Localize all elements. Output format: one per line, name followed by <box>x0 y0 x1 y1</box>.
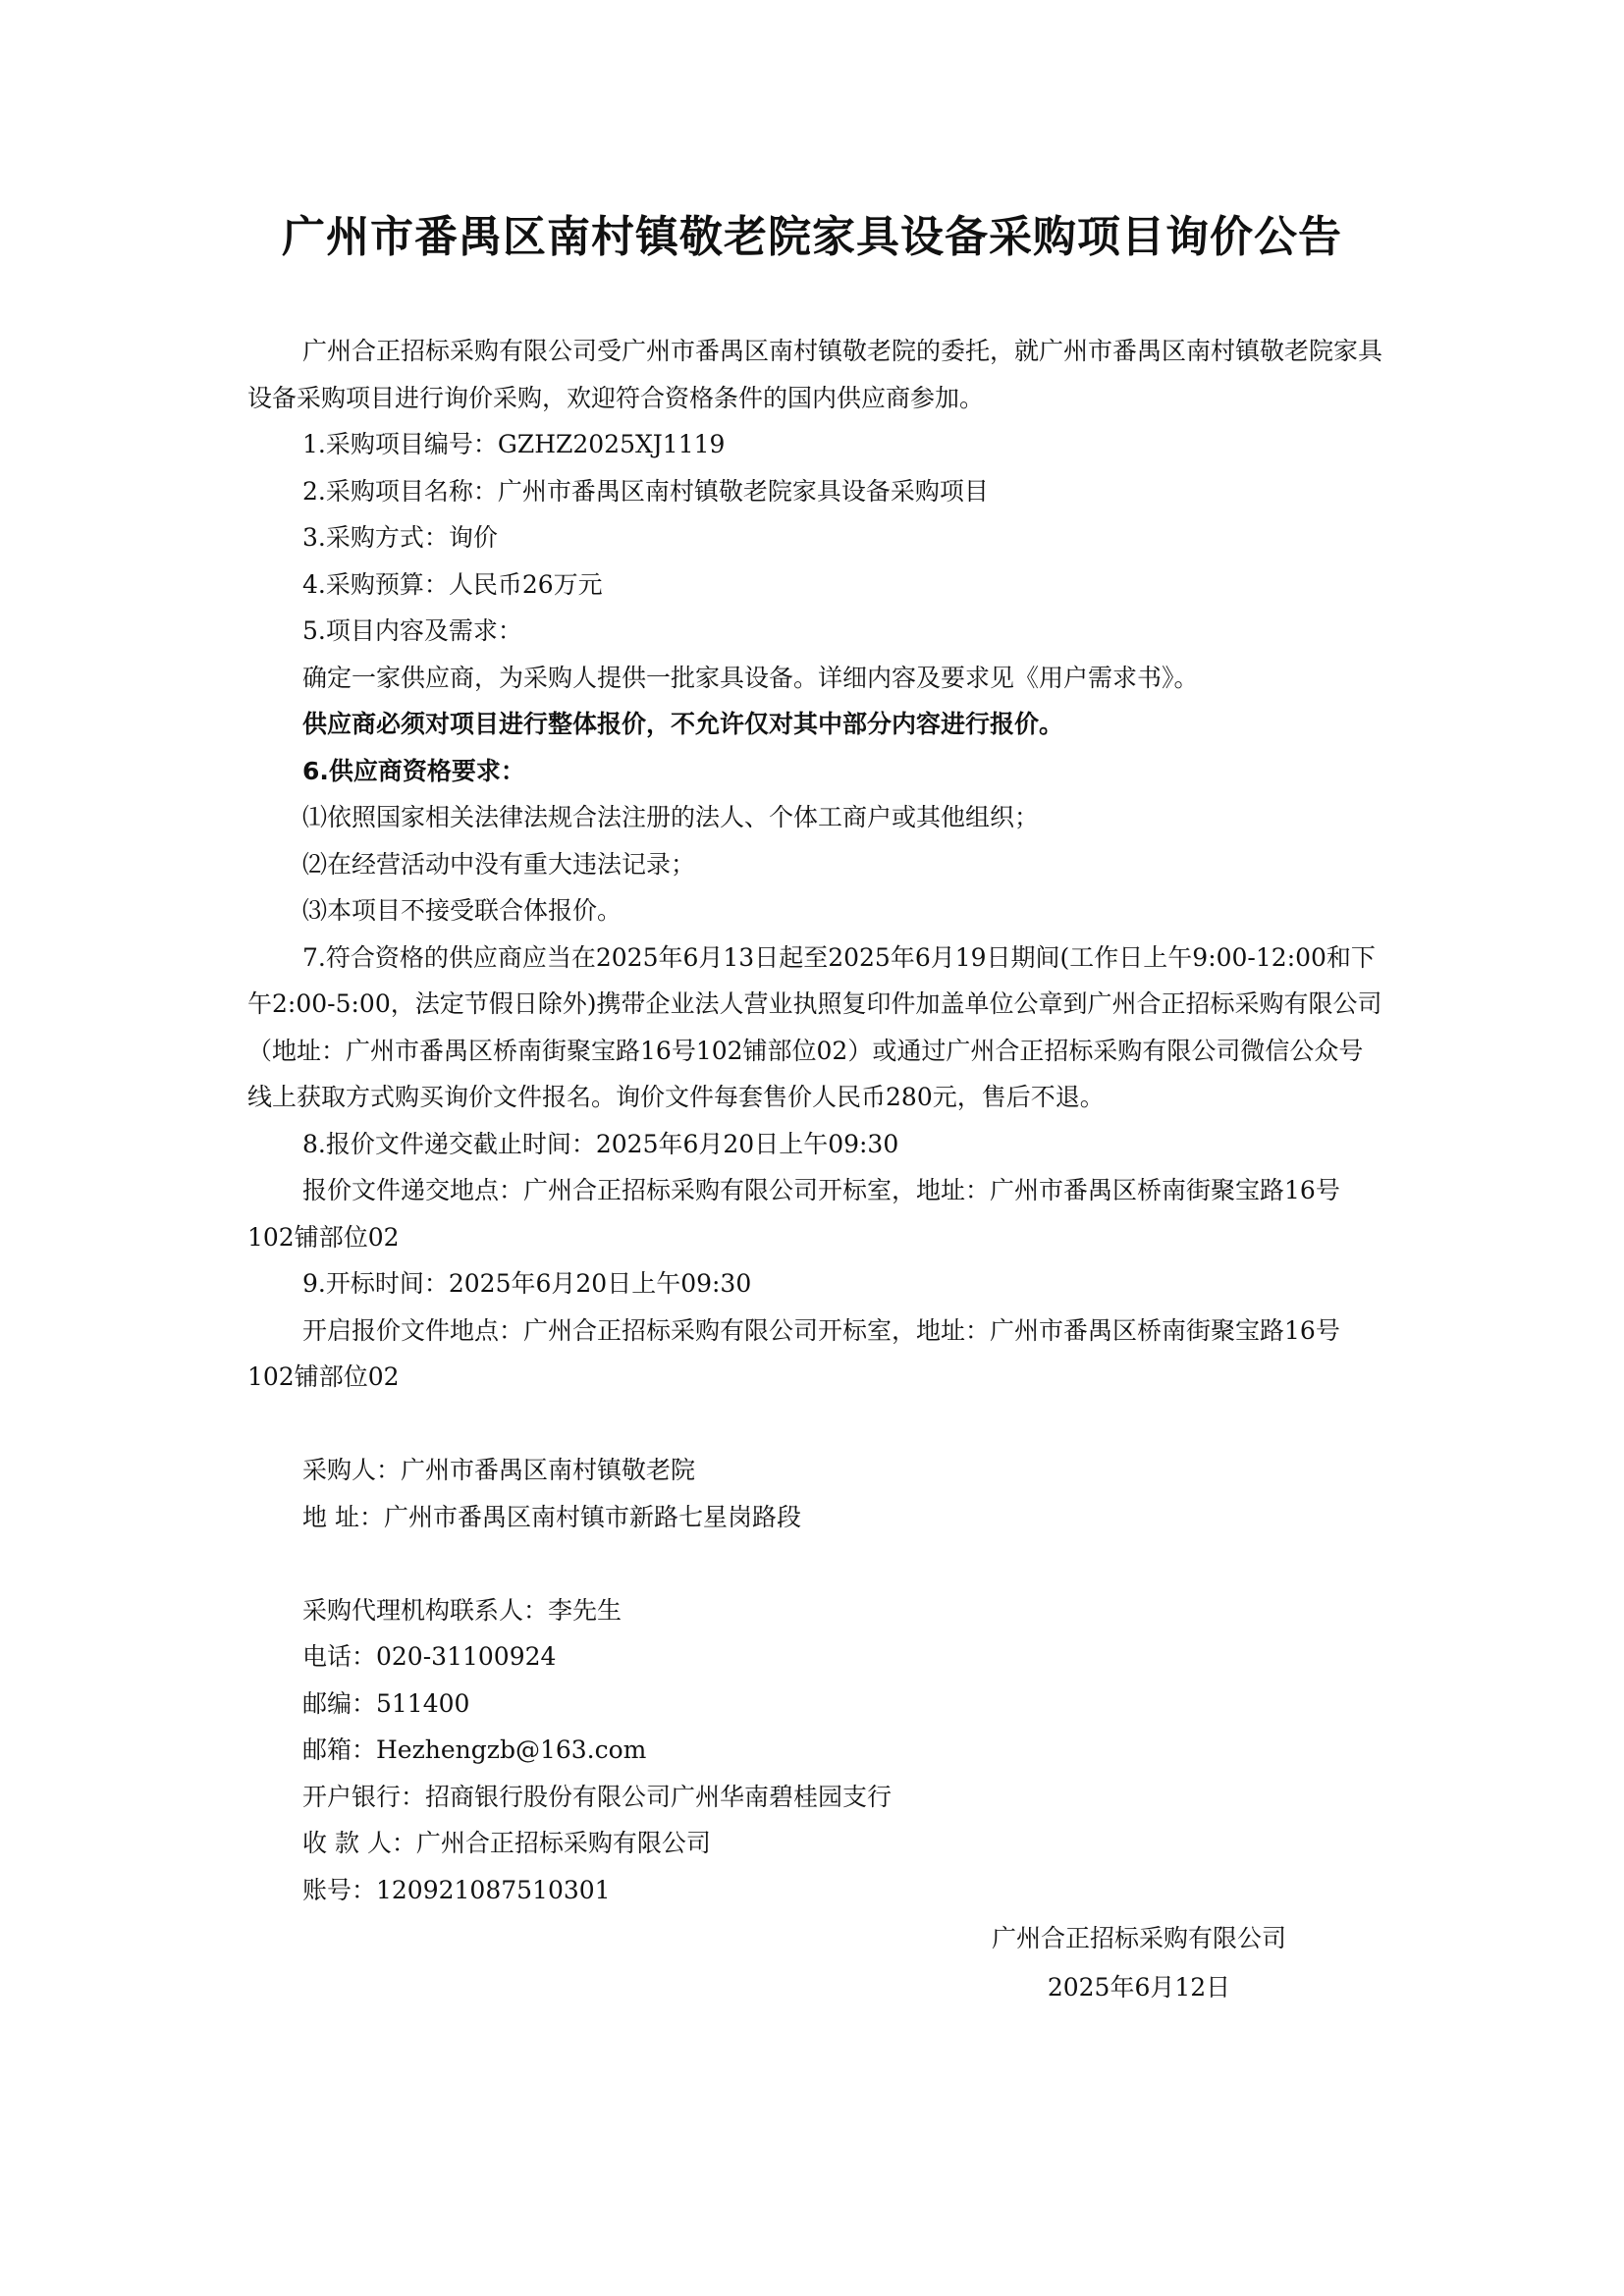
item-qualification-1: ⑴依照国家相关法律法规合法注册的法人、个体工商户或其他组织； <box>302 803 1040 831</box>
item-budget: 4.采购预算：人民币26万元 <box>302 569 603 599</box>
item-content-heading: 5.项目内容及需求： <box>302 616 522 645</box>
address-line: 地 址：广州市番禺区南村镇市新路七星岗路段 <box>302 1502 801 1531</box>
account-line: 账号：120921087510301 <box>302 1875 611 1904</box>
signature-organization: 广州合正招标采购有限公司 <box>991 1924 1286 1952</box>
item-procurement-method: 3.采购方式：询价 <box>302 523 498 552</box>
contact-line: 采购代理机构联系人：李先生 <box>302 1595 623 1625</box>
item-registration: 7.符合资格的供应商应当在2025年6月13日起至2025年6月19日期间(工作日上午9:00-12:00和下午2:00-5:00，法定节假日除外)携带企业法人营业执照复印件加盖单位公章到广州合正招标采购有限公司（地址：广州市番禺区桥南街聚宝路16号102铺部位02）或通过广州合正招标采购有限公司微信公众号线上获取方式购买询价文件报名。询价文件每套售价人民币280元，售后不退。 <box>247 942 1382 1111</box>
document-body <box>247 328 1386 1913</box>
item-submission-deadline: 8.报价文件递交截止时间：2025年6月20日上午09:30 <box>302 1129 899 1158</box>
signature-date: 2025年6月12日 <box>1047 1973 1231 2002</box>
bank-line: 开户银行：招商银行股份有限公司广州华南碧桂园支行 <box>302 1782 893 1811</box>
item-opening-place: 开启报价文件地点：广州合正招标采购有限公司开标室，地址：广州市番禺区桥南街聚宝路16号102铺部位02 <box>247 1315 1340 1391</box>
item-content-bold-note: 供应商必须对项目进行整体报价，不允许仅对其中部分内容进行报价。 <box>302 710 1064 738</box>
payee-line: 收 款 人：广州合正招标采购有限公司 <box>302 1829 711 1857</box>
page-title: 广州市番禺区南村镇敬老院家具设备采购项目询价公告 <box>282 212 1342 262</box>
purchaser-line: 采购人：广州市番禺区南村镇敬老院 <box>302 1456 696 1484</box>
item-qualification-3: ⑶本项目不接受联合体报价。 <box>302 896 623 925</box>
item-project-name: 2.采购项目名称：广州市番禺区南村镇敬老院家具设备采购项目 <box>302 476 989 506</box>
intro-paragraph: 广州合正招标采购有限公司受广州市番禺区南村镇敬老院的委托，就广州市番禺区南村镇敬老院家具设备采购项目进行询价采购，欢迎符合资格条件的国内供应商参加。 <box>247 337 1383 412</box>
item-opening-time: 9.开标时间：2025年6月20日上午09:30 <box>302 1269 752 1298</box>
phone-line: 电话：020-31100924 <box>302 1642 557 1671</box>
item-qualification-heading: 6.供应商资格要求： <box>302 756 525 785</box>
email-line: 邮箱：Hezhengzb@163.com <box>302 1735 647 1764</box>
item-project-number: 1.采购项目编号：GZHZ2025XJ1119 <box>302 430 726 458</box>
item-content-detail: 确定一家供应商，为采购人提供一批家具设备。详细内容及要求见《用户需求书》。 <box>302 663 1199 692</box>
spacer <box>247 1540 1386 1587</box>
item-submission-place: 报价文件递交地点：广州合正招标采购有限公司开标室，地址：广州市番禺区桥南街聚宝路16号102铺部位02 <box>247 1176 1340 1252</box>
postcode-line: 邮编：511400 <box>302 1688 470 1718</box>
item-qualification-2: ⑵在经营活动中没有重大违法记录； <box>302 849 696 879</box>
spacer <box>247 1401 1386 1448</box>
